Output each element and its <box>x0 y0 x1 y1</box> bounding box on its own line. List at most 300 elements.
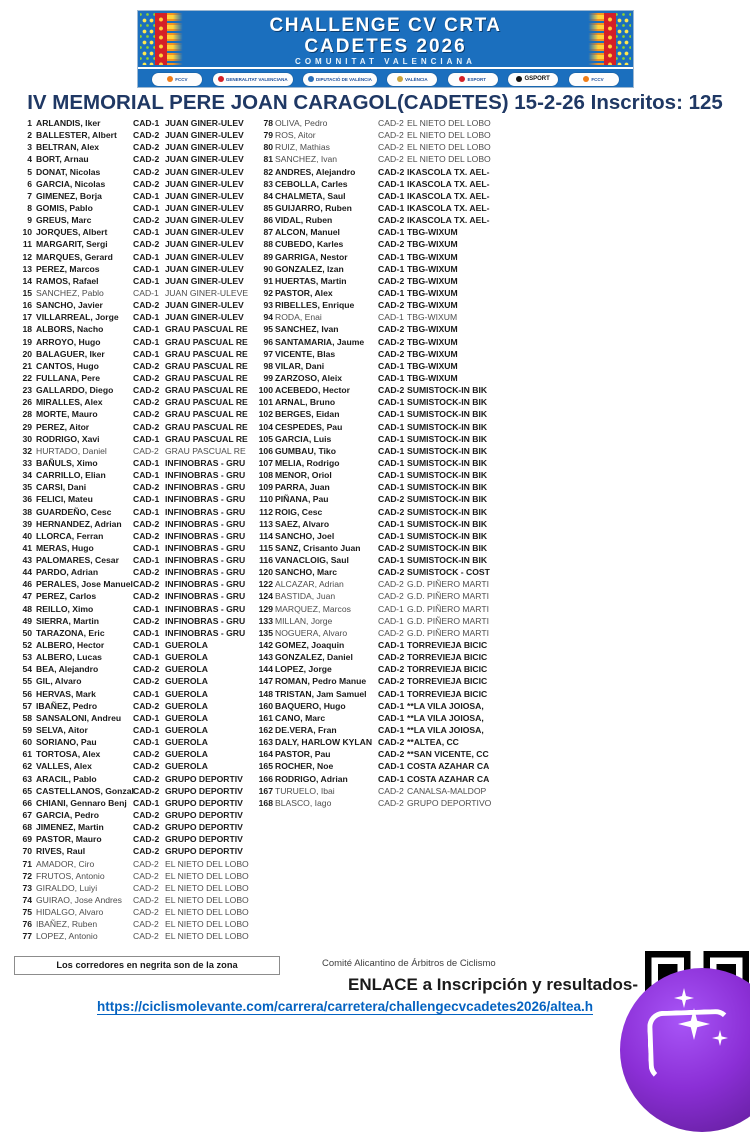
rider-category: CAD-2 <box>378 664 405 675</box>
rider-row <box>254 663 734 675</box>
rider-number: 59 <box>22 725 32 736</box>
rider-number: 105 <box>258 433 273 444</box>
rider-number: 63 <box>22 773 32 784</box>
rider-team: GUEROLA <box>165 700 208 711</box>
rider-name: ROIG, Cesc <box>275 506 323 517</box>
rider-name: ALCAZAR, Adrian <box>275 579 344 590</box>
logo-mark-icon <box>218 76 224 82</box>
rider-category: CAD-1 <box>378 615 404 626</box>
rider-category: CAD-1 <box>378 445 405 456</box>
rider-number: 99 <box>263 372 273 383</box>
logo-label: DIPUTACIÓ DE VALÈNCIA <box>316 76 372 82</box>
rider-name: GONZALEZ, Daniel <box>275 652 353 663</box>
rider-row <box>254 530 734 542</box>
rider-team: SUMISTOCK-IN BIK <box>407 421 488 432</box>
rider-category: CAD-1 <box>378 227 405 238</box>
rider-team: JUAN GINER-ULEV <box>165 263 244 274</box>
rider-category: CAD-2 <box>133 749 160 760</box>
rider-name: VILLARREAL, Jorge <box>36 312 119 323</box>
rider-category: CAD-1 <box>133 202 160 213</box>
rider-category: CAD-2 <box>133 615 160 626</box>
rider-category: CAD-2 <box>378 336 405 347</box>
sponsor-logo-fccv <box>569 73 619 86</box>
rider-team: JUAN GINER-ULEV <box>165 130 244 141</box>
rider-name: RODRIGO, Xavi <box>36 433 100 444</box>
rider-row <box>254 299 734 311</box>
rider-number: 80 <box>263 142 273 153</box>
rider-category: CAD-2 <box>378 142 404 153</box>
rider-row <box>254 797 734 809</box>
rider-number: 69 <box>22 834 32 845</box>
rider-category: CAD-1 <box>378 178 405 189</box>
rider-number: 9 <box>27 215 32 226</box>
rider-number: 133 <box>258 615 273 626</box>
rider-team: GUEROLA <box>165 725 208 736</box>
rider-category: CAD-1 <box>133 348 160 359</box>
rider-team: GUEROLA <box>165 737 208 748</box>
rider-row <box>254 603 734 615</box>
rider-row <box>254 700 734 712</box>
rider-name: LLORCA, Ferran <box>36 530 104 541</box>
rider-row <box>254 141 734 153</box>
rider-team: GRAU PASCUAL RE <box>165 421 248 432</box>
rider-team: EL NIETO DEL LOBO <box>165 895 249 905</box>
rider-name: TURUELO, Ibai <box>275 785 335 796</box>
rider-row <box>254 724 734 736</box>
rider-category: CAD-2 <box>378 627 404 638</box>
rider-team: JUAN GINER-ULEV <box>165 227 244 238</box>
banner-title-line1: CHALLENGE CV CRTA <box>269 15 502 36</box>
rider-number: 160 <box>258 700 273 711</box>
rider-number: 116 <box>259 555 273 566</box>
rider-team: SUMISTOCK-IN BIK <box>407 518 488 529</box>
rider-row <box>254 336 734 348</box>
rider-name: ANDRES, Alejandro <box>275 166 356 177</box>
rider-name: CARRILLO, Elian <box>36 470 106 481</box>
rider-team: TBG-WIXUM <box>407 227 458 238</box>
rider-row <box>254 287 734 299</box>
rider-number: 12 <box>22 251 32 262</box>
rider-category: CAD-2 <box>133 397 160 408</box>
rider-row <box>254 238 734 250</box>
rider-number: 57 <box>22 700 32 711</box>
rider-category: CAD-2 <box>378 275 405 286</box>
rider-team: GUEROLA <box>165 676 208 687</box>
rider-category: CAD-2 <box>378 591 404 602</box>
rider-team: JUAN GINER-ULEV <box>165 215 244 226</box>
rider-team: GRAU PASCUAL RE <box>165 324 248 335</box>
rider-name: DE.VERA, Fran <box>275 725 337 736</box>
rider-category: CAD-2 <box>133 761 160 772</box>
sponsor-logo-strip <box>138 69 633 89</box>
rider-number: 15 <box>22 287 32 298</box>
rider-number: 21 <box>22 360 32 371</box>
rider-number: 11 <box>22 239 32 250</box>
rider-name: MARQUES, Gerard <box>36 251 113 262</box>
rider-category: CAD-1 <box>133 287 159 298</box>
rider-team: TBG-WIXUM <box>407 239 458 250</box>
rider-team: GRUPO DEPORTIV <box>165 785 243 796</box>
rider-number: 129 <box>258 603 273 614</box>
rider-number: 107 <box>258 457 273 468</box>
rider-category: CAD-2 <box>378 324 405 335</box>
rider-team: JUAN GINER-ULEV <box>165 154 244 165</box>
logo-mark-icon <box>167 76 173 82</box>
rider-name: SANZ, Crisanto Juan <box>275 542 361 553</box>
rider-name: CESPEDES, Pau <box>275 421 343 432</box>
rider-name: ARACIL, Pablo <box>36 773 97 784</box>
rider-category: CAD-2 <box>133 919 159 930</box>
rider-team: G.D. PIÑERO MARTI <box>407 579 489 590</box>
rider-category: CAD-1 <box>133 603 160 614</box>
rider-number: 50 <box>22 627 32 638</box>
rider-name: ARROYO, Hugo <box>36 336 101 347</box>
rider-team: IKASCOLA TX. AEL- <box>407 166 490 177</box>
rider-row <box>254 554 734 566</box>
rider-category: CAD-2 <box>133 591 160 602</box>
rider-number: 36 <box>22 494 32 505</box>
rider-number: 95 <box>263 324 273 335</box>
rider-name: TARAZONA, Eric <box>36 627 105 638</box>
rider-number: 68 <box>22 822 32 833</box>
rider-name: CANTOS, Hugo <box>36 360 99 371</box>
rider-name: BASTIDA, Juan <box>275 591 336 602</box>
rider-name: OLIVA, Pedro <box>275 118 328 128</box>
rider-number: 32 <box>22 445 32 456</box>
rider-team: INFINOBRAS - GRU <box>165 506 246 517</box>
rider-row <box>16 845 361 857</box>
logo-label: GENERALITAT VALENCIANA <box>225 76 288 82</box>
rider-category: CAD-2 <box>133 931 159 942</box>
rider-number: 52 <box>22 640 32 651</box>
rider-category: CAD-1 <box>378 263 405 274</box>
rider-number: 86 <box>263 215 273 226</box>
banner-top <box>138 11 633 67</box>
rider-number: 13 <box>22 263 32 274</box>
rider-row <box>254 360 734 372</box>
rider-number: 58 <box>22 712 32 723</box>
rider-number: 87 <box>263 227 273 238</box>
rider-team: CANALSA-MALDOP <box>407 785 487 796</box>
rider-team: JUAN GINER-ULEV <box>165 239 244 250</box>
rider-name: ALCON, Manuel <box>275 227 340 238</box>
committee-text: Comité Alicantino de Árbitros de Ciclismo <box>322 958 496 969</box>
rider-name: JORQUES, Albert <box>36 227 108 238</box>
rider-category: CAD-2 <box>133 142 160 153</box>
rider-number: 38 <box>22 506 32 517</box>
rider-name: JIMENEZ, Martin <box>36 822 104 833</box>
rider-category: CAD-1 <box>378 287 405 298</box>
rider-row <box>254 263 734 275</box>
rider-category: CAD-1 <box>133 275 160 286</box>
rider-category: CAD-2 <box>378 737 405 748</box>
rider-team: SUMISTOCK-IN BIK <box>407 445 488 456</box>
sponsor-logo-generalitat-valenciana <box>213 73 293 86</box>
rider-number: 122 <box>258 579 273 590</box>
rider-number: 164 <box>258 749 273 760</box>
event-banner <box>137 10 634 88</box>
rider-row <box>254 372 734 384</box>
rider-team: GRUPO DEPORTIV <box>165 846 243 857</box>
rider-name: GIRALDO, Luiyi <box>36 882 98 893</box>
rider-name: MORTE, Mauro <box>36 409 98 420</box>
rider-name: RIBELLES, Enrique <box>275 300 355 311</box>
rider-name: HERVAS, Mark <box>36 688 96 699</box>
rider-team: JUAN GINER-ULEV <box>165 190 244 201</box>
rider-number: 101 <box>258 397 273 408</box>
rider-name: BLASCO, Iago <box>275 797 332 808</box>
rider-name: BAÑULS, Ximo <box>36 457 98 468</box>
rider-number: 6 <box>27 178 32 189</box>
rider-category: CAD-1 <box>378 518 405 529</box>
rider-team: GRAU PASCUAL RE <box>165 360 248 371</box>
rider-name: ROS, Aitor <box>275 130 316 141</box>
rider-category: CAD-1 <box>378 530 405 541</box>
rider-name: DONAT, Nicolas <box>36 166 101 177</box>
rider-team: **LA VILA JOIOSA, <box>407 725 484 736</box>
rider-team: JUAN GINER-ULEV <box>165 166 244 177</box>
rider-team: IKASCOLA TX. AEL- <box>407 215 490 226</box>
rider-category: CAD-1 <box>133 312 160 323</box>
rider-number: 77 <box>22 931 32 942</box>
rider-category: CAD-1 <box>133 555 160 566</box>
rider-team: INFINOBRAS - GRU <box>165 615 246 626</box>
rider-team: **ALTEA, CC <box>407 737 459 748</box>
rider-name: RODA, Enai <box>275 312 322 323</box>
rider-row <box>254 202 734 214</box>
rider-category: CAD-1 <box>378 312 404 323</box>
rider-category: CAD-2 <box>133 822 160 833</box>
rider-team: INFINOBRAS - GRU <box>165 482 246 493</box>
sponsor-logo-val-ncia <box>387 73 437 86</box>
rider-category: CAD-2 <box>133 664 160 675</box>
rider-team: **LA VILA JOIOSA, <box>407 712 484 723</box>
rider-category: CAD-1 <box>133 251 160 262</box>
rider-number: 43 <box>22 555 32 566</box>
assistant-button[interactable] <box>620 968 750 1132</box>
rider-number: 1 <box>27 118 32 128</box>
rider-team: GUEROLA <box>165 712 208 723</box>
rider-number: 78 <box>263 118 273 128</box>
rider-number: 49 <box>22 615 32 626</box>
rider-name: SANCHO, Javier <box>36 300 103 311</box>
rider-number: 35 <box>22 482 32 493</box>
rider-category: CAD-1 <box>378 700 405 711</box>
rider-number: 166 <box>258 773 273 784</box>
rider-name: GARCIA, Luis <box>275 433 332 444</box>
rider-category: CAD-2 <box>378 166 405 177</box>
rider-team: GRAU PASCUAL RE <box>165 372 248 383</box>
rider-name: RODRIGO, Adrian <box>275 773 348 784</box>
rider-name: GALLARDO, Diego <box>36 385 114 396</box>
rider-team: GUEROLA <box>165 688 208 699</box>
logo-mark-icon <box>308 76 314 82</box>
rider-row <box>254 675 734 687</box>
rider-category: CAD-1 <box>133 263 160 274</box>
rider-number: 83 <box>263 178 273 189</box>
rider-number: 81 <box>263 154 273 165</box>
rider-team: IKASCOLA TX. AEL- <box>407 178 490 189</box>
rider-number: 48 <box>22 603 32 614</box>
rider-row <box>16 906 361 918</box>
rider-number: 44 <box>22 567 32 578</box>
rider-team: INFINOBRAS - GRU <box>165 627 246 638</box>
rider-name: PEREZ, Carlos <box>36 591 97 602</box>
rider-team: EL NIETO DEL LOBO <box>165 870 249 881</box>
rider-name: IBAÑEZ, Ruben <box>36 919 98 930</box>
rider-name: ALBERO, Lucas <box>36 652 102 663</box>
rider-team: SUMISTOCK-IN BIK <box>407 397 488 408</box>
rider-team: GRAU PASCUAL RE <box>165 348 248 359</box>
rider-number: 46 <box>22 579 32 590</box>
rider-category: CAD-1 <box>378 409 405 420</box>
rider-team: GRUPO DEPORTIV <box>165 773 243 784</box>
rider-row <box>254 578 734 590</box>
sponsor-logo-fccv <box>152 73 202 86</box>
rider-team: TBG-WIXUM <box>407 263 458 274</box>
rider-name: MIRALLES, Alex <box>36 397 103 408</box>
rider-name: LOPEZ, Antonio <box>36 931 98 942</box>
rider-name: SIERRA, Martin <box>36 615 100 626</box>
rider-category: CAD-2 <box>378 300 405 311</box>
rider-category: CAD-1 <box>133 627 160 638</box>
rider-row <box>254 445 734 457</box>
rider-team: SUMISTOCK-IN BIK <box>407 409 488 420</box>
rider-category: CAD-1 <box>133 494 160 505</box>
rider-number: 113 <box>259 518 273 529</box>
rider-name: GUMBAU, Tiko <box>275 445 336 456</box>
rider-category: CAD-2 <box>133 518 160 529</box>
rider-name: PASTOR, Alex <box>275 287 333 298</box>
rider-number: 8 <box>27 202 32 213</box>
rider-number: 147 <box>258 676 273 687</box>
rider-team: TBG-WIXUM <box>407 372 458 383</box>
rider-number: 162 <box>258 725 273 736</box>
rider-category: CAD-2 <box>133 178 160 189</box>
rider-category: CAD-1 <box>378 360 405 371</box>
rider-name: GUIRAO, Jose Andres <box>36 895 122 905</box>
rider-team: GRUPO DEPORTIVO <box>407 797 492 808</box>
rider-team: GUEROLA <box>165 749 208 760</box>
rider-team: JUAN GINER-ULEV <box>165 312 244 323</box>
rider-row <box>254 421 734 433</box>
rider-name: HURTADO, Daniel <box>36 445 107 456</box>
rider-category: CAD-2 <box>133 834 160 845</box>
rider-category: CAD-1 <box>133 470 160 481</box>
rider-number: 3 <box>27 142 32 153</box>
rider-category: CAD-1 <box>378 372 405 383</box>
rider-row <box>16 821 361 833</box>
rider-category: CAD-2 <box>378 118 404 128</box>
rider-row <box>16 894 361 906</box>
rider-name: ALBERO, Hector <box>36 640 105 651</box>
rider-team: EL NIETO DEL LOBO <box>407 130 491 141</box>
rider-category: CAD-1 <box>378 725 405 736</box>
rider-number: 120 <box>258 567 273 578</box>
rider-team: GUEROLA <box>165 640 208 651</box>
registration-results-link[interactable]: https://ciclismolevante.com/carrera/carretera/challengecvcadetes2026/altea.h <box>97 999 594 1014</box>
rider-category: CAD-1 <box>133 227 160 238</box>
rider-team: TBG-WIXUM <box>407 348 458 359</box>
rider-category: CAD-1 <box>133 506 160 517</box>
rider-number: 163 <box>258 737 273 748</box>
rider-category: CAD-1 <box>133 118 160 128</box>
rider-category: CAD-2 <box>378 567 405 578</box>
rider-team: G.D. PIÑERO MARTI <box>407 591 489 602</box>
logo-mark-icon <box>459 76 465 82</box>
rider-team: SUMISTOCK-IN BIK <box>407 506 488 517</box>
rider-team: EL NIETO DEL LOBO <box>407 154 491 165</box>
rider-category: CAD-2 <box>133 154 160 165</box>
rider-name: MELIA, Rodrigo <box>275 457 340 468</box>
rider-number: 161 <box>258 712 273 723</box>
rider-team: GRAU PASCUAL RE <box>165 336 248 347</box>
rider-row <box>16 833 361 845</box>
rider-name: SAEZ, Alvaro <box>275 518 330 529</box>
rider-name: ZARZOSO, Aleix <box>275 372 343 383</box>
banner-title-line2: CADETES 2026 <box>304 36 467 57</box>
rider-number: 74 <box>22 895 32 905</box>
rider-team: JUAN GINER-ULEV <box>165 251 244 262</box>
rider-category: CAD-2 <box>133 579 160 590</box>
rider-team: SUMISTOCK-IN BIK <box>407 482 488 493</box>
rider-row <box>254 408 734 420</box>
logo-label: FCCV <box>175 76 188 82</box>
rider-row <box>16 918 361 930</box>
rider-number: 84 <box>263 190 273 201</box>
rider-number: 53 <box>22 652 32 663</box>
rider-category: CAD-1 <box>378 202 405 213</box>
rider-category: CAD-1 <box>133 652 160 663</box>
rider-category: CAD-1 <box>133 725 160 736</box>
rider-name: HERNANDEZ, Adrian <box>36 518 122 529</box>
rider-name: GREUS, Marc <box>36 215 92 226</box>
rider-row <box>16 809 361 821</box>
rider-number: 148 <box>258 688 273 699</box>
registration-link-label: ENLACE a Inscripción y resultados- <box>347 975 638 994</box>
rider-category: CAD-1 <box>133 542 160 553</box>
rider-number: 112 <box>259 506 273 517</box>
rider-row <box>254 214 734 226</box>
rider-category: CAD-2 <box>133 700 160 711</box>
rider-team: EL NIETO DEL LOBO <box>165 931 249 942</box>
rider-number: 88 <box>263 239 273 250</box>
rider-number: 114 <box>259 530 273 541</box>
rider-team: SUMISTOCK-IN BIK <box>407 457 488 468</box>
rider-name: PASTOR, Mauro <box>36 834 102 845</box>
rider-name: GOMEZ, Joaquin <box>275 640 345 651</box>
rider-name: RIVES, Raul <box>36 846 86 857</box>
rider-name: FELICI, Mateu <box>36 494 93 505</box>
rider-row <box>254 129 734 141</box>
rider-number: 4 <box>27 154 32 165</box>
rider-number: 20 <box>22 348 32 359</box>
rider-category: CAD-1 <box>378 603 404 614</box>
rider-name: BERGES, Eidan <box>275 409 340 420</box>
frame-corner-icon <box>647 1009 733 1082</box>
rider-team: INFINOBRAS - GRU <box>165 470 246 481</box>
rider-team: INFINOBRAS - GRU <box>165 603 246 614</box>
rider-team: TBG-WIXUM <box>407 312 458 323</box>
rider-team: EL NIETO DEL LOBO <box>165 858 249 869</box>
rider-row <box>254 275 734 287</box>
rider-team: GRAU PASCUAL RE <box>165 409 248 420</box>
rider-number: 109 <box>258 482 273 493</box>
rider-team: JUAN GINER-ULEVE <box>165 287 249 298</box>
rider-row <box>254 384 734 396</box>
rider-category: CAD-1 <box>133 712 160 723</box>
rider-category: CAD-2 <box>133 166 160 177</box>
